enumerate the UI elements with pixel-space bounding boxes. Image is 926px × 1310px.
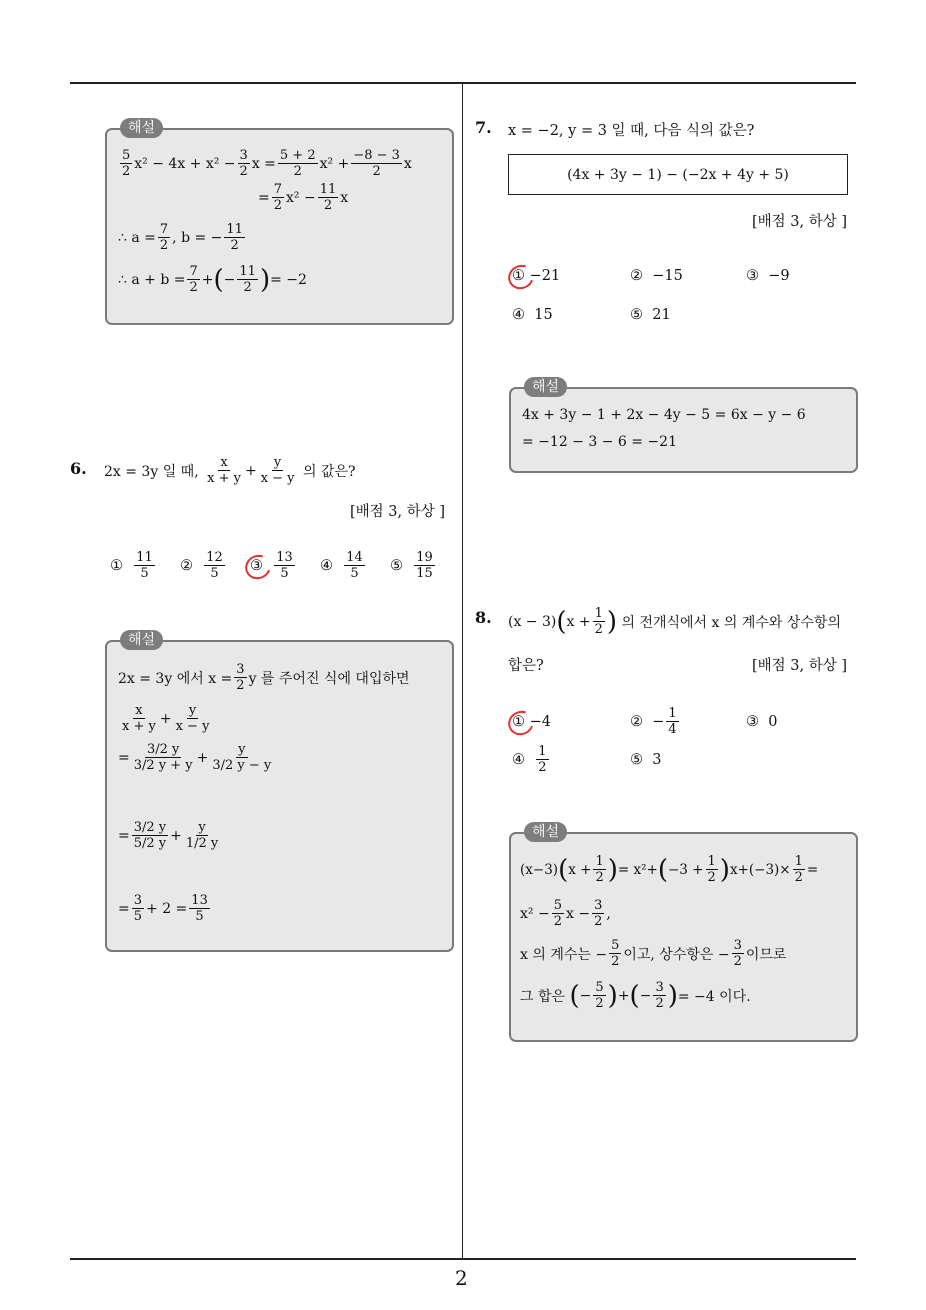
q6-solution-line-4: = $\frac{3/2 y}{5/2 y}$ + $\frac{y}{1/2 y}$ <box>118 820 219 851</box>
q7-solution-box <box>509 387 858 473</box>
q7-option-3[interactable]: ③ −9 <box>746 268 790 284</box>
q8-solution-line-4: 그 합은 ( − $\frac{5}{2}$ ) + ( − $\frac{3}{2}$ ) = −4 이다. <box>520 980 751 1011</box>
q7-expression: (4x + 3y − 1) − (−2x + 4y + 5) <box>567 166 789 183</box>
q6-solution-line-2: $\frac{x}{x + y}$ + $\frac{y}{x - y}$ <box>122 703 210 734</box>
q8-solution-line-2: x² − $\frac{5}{2}$ x − $\frac{3}{2}$ , <box>520 898 611 929</box>
q8-solution-line-1: (x−3) ( x + $\frac{1}{2}$ ) = x²+ ( −3 + $\frac{1}{2}$ ) x+(−3)× $\frac{1}{2}$ = <box>520 854 819 885</box>
q7-number: 7. <box>475 118 492 137</box>
q8-stem: (x − 3) ( x + $\frac{1}{2}$ ) 의 전개식에서 x 의 계수와 상수항의 <box>508 606 841 637</box>
q8-option-2[interactable]: ② − $\frac{1}{4}$ <box>630 706 677 737</box>
q7-stem: x = −2, y = 3 일 때, 다음 식의 값은? <box>508 123 755 139</box>
q5-solution-line-3: ∴ a = $\frac{7}{2}$ , b = − $\frac{11}{2}$ <box>118 222 243 253</box>
bottom-rule <box>70 1258 856 1260</box>
q6-solution-tag: 해설 <box>120 630 163 650</box>
q7-solution-tag: 해설 <box>524 377 567 397</box>
q6-option-2[interactable]: ② $\frac{12}{5}$ <box>180 550 223 581</box>
q8-option-3[interactable]: ③ 0 <box>746 714 778 730</box>
q8-answer-mark <box>504 707 538 740</box>
q6-number: 6. <box>70 459 87 478</box>
q8-option-1[interactable]: ① −4 <box>512 714 551 730</box>
q8-option-4[interactable]: ④ $\frac{1}{2}$ <box>512 744 547 775</box>
q5-solution-line-4: ∴ a + b = $\frac{7}{2}$ + ( − $\frac{11}{2}$ ) = −2 <box>118 264 307 295</box>
column-divider <box>462 83 463 1258</box>
page-number: 2 <box>455 1266 468 1290</box>
q7-option-5[interactable]: ⑤ 21 <box>630 307 671 323</box>
q8-stem-continued: 합은? <box>508 658 544 674</box>
q8-solution-line-3: x 의 계수는 − $\frac{5}{2}$ 이고, 상수항은 − $\frac{3}{2}$ 이므로 <box>520 938 787 969</box>
q7-expression-box <box>508 154 848 195</box>
q5-solution-line-2: = $\frac{7}{2}$ x² − $\frac{11}{2}$ x <box>258 182 349 213</box>
q7-option-4[interactable]: ④ 15 <box>512 307 553 323</box>
q6-option-4[interactable]: ④ $\frac{14}{5}$ <box>320 550 363 581</box>
q7-points: [배점 3, 하상 ] <box>752 214 848 230</box>
q7-option-2[interactable]: ② −15 <box>630 268 683 284</box>
q6-option-3[interactable]: ③ $\frac{13}{5}$ <box>250 550 293 581</box>
q8-points: [배점 3, 하상 ] <box>752 658 848 674</box>
q8-solution-tag: 해설 <box>524 822 567 842</box>
q6-solution-line-5: = $\frac{3}{5}$ + 2 = $\frac{13}{5}$ <box>118 893 208 924</box>
q8-option-5[interactable]: ⑤ 3 <box>630 752 662 768</box>
q5-solution-line-1: $\frac{5}{2}$ x² − 4x + x² − $\frac{3}{2}$ x = $\frac{5 + 2}{2}$ x² + $\frac{-8 - 3}{2}$ x <box>122 148 412 179</box>
q6-stem: 2x = 3y 일 때, $\frac{x}{x + y}$ + $\frac{y}{x - y}$ 의 값은? <box>104 455 356 486</box>
q7-option-1[interactable]: ① −21 <box>512 268 561 284</box>
q6-option-5[interactable]: ⑤ $\frac{19}{15}$ <box>390 550 433 581</box>
q8-number: 8. <box>475 608 492 627</box>
q6-option-1[interactable]: ① $\frac{11}{5}$ <box>110 550 153 581</box>
q7-answer-mark <box>504 261 538 294</box>
q7-solution-line-2: = −12 − 3 − 6 = −21 <box>522 434 677 450</box>
q5-solution-tag: 해설 <box>120 118 163 138</box>
q7-solution-line-1: 4x + 3y − 1 + 2x − 4y − 5 = 6x − y − 6 <box>522 407 806 423</box>
q6-points: [배점 3, 하상 ] <box>350 504 446 520</box>
q6-solution-line-1: 2x = 3y 에서 x = $\frac{3}{2}$ y 를 주어진 식에 대입하면 <box>118 662 410 693</box>
q6-solution-line-3: = $\frac{3/2 y}{3/2 y + y}$ + $\frac{y}{3/2 y - y}$ <box>118 742 272 773</box>
